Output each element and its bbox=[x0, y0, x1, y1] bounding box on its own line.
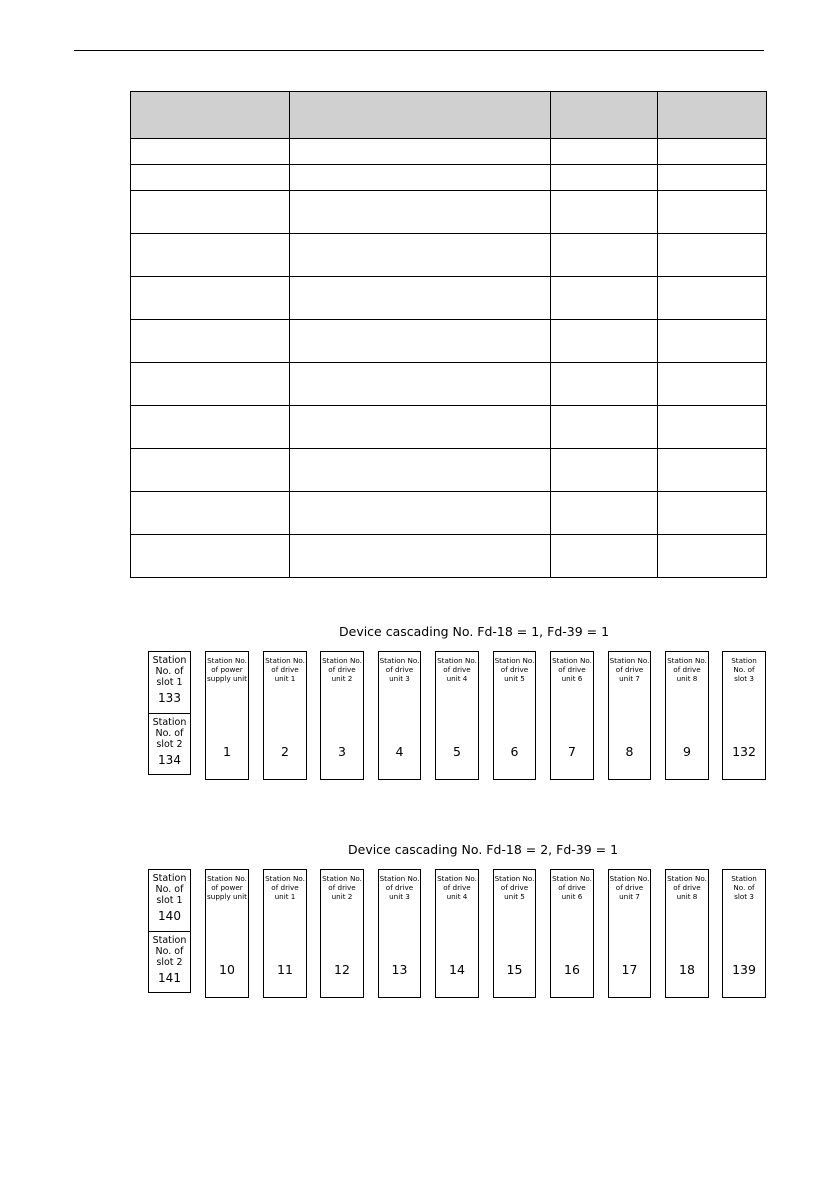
unit-value: 18 bbox=[679, 962, 695, 977]
slot-1-section bbox=[149, 870, 190, 932]
slot-value: 133 bbox=[158, 691, 181, 705]
unit-label: Station No. of drive unit 5 bbox=[494, 874, 535, 901]
table-row bbox=[131, 406, 767, 449]
parameter-table bbox=[130, 91, 767, 578]
slot-label: Station No. of slot 1 bbox=[152, 655, 187, 688]
unit-box bbox=[550, 869, 594, 998]
unit-value: 15 bbox=[506, 962, 523, 977]
unit-label: Station No. of drive unit 1 bbox=[265, 874, 305, 901]
diagram-title: Device cascading No. Fd-18 = 1, Fd-39 = 1 bbox=[339, 624, 610, 639]
unit-label: Station No. of drive unit 7 bbox=[609, 656, 650, 683]
unit-box bbox=[205, 869, 249, 998]
unit-label: Station No. of drive unit 4 bbox=[437, 874, 477, 901]
unit-label: Station No. of slot 3 bbox=[731, 656, 757, 683]
unit-label: Station No. of drive unit 6 bbox=[552, 656, 592, 683]
unit-box bbox=[665, 869, 709, 998]
unit-box bbox=[378, 651, 421, 780]
unit-box bbox=[263, 651, 307, 780]
unit-label: Station No. of drive unit 3 bbox=[379, 656, 420, 683]
unit-value: 6 bbox=[510, 744, 519, 759]
table-row bbox=[131, 535, 767, 578]
slot-station-box bbox=[148, 651, 191, 775]
unit-label: Station No. of drive unit 2 bbox=[322, 656, 362, 683]
slot-2-section bbox=[149, 714, 190, 774]
unit-value: 4 bbox=[395, 744, 404, 759]
unit-box bbox=[320, 651, 364, 780]
slot-value: 140 bbox=[158, 909, 181, 923]
slot-1-section bbox=[149, 652, 190, 714]
slot-label: Station No. of slot 2 bbox=[152, 935, 187, 968]
unit-value: 16 bbox=[564, 962, 580, 977]
table-row bbox=[131, 139, 767, 165]
slot-label: Station No. of slot 2 bbox=[152, 717, 187, 750]
unit-box bbox=[550, 651, 594, 780]
unit-label: Station No. of drive unit 5 bbox=[494, 656, 535, 683]
slot-station-box bbox=[148, 869, 191, 993]
table-header-row bbox=[131, 92, 767, 139]
unit-box bbox=[608, 869, 651, 998]
unit-value: 5 bbox=[453, 744, 461, 759]
unit-label: Station No. of power supply unit bbox=[207, 656, 247, 683]
unit-value: 14 bbox=[449, 962, 465, 977]
unit-value: 139 bbox=[732, 962, 756, 977]
table-row bbox=[131, 234, 767, 277]
unit-label: Station No. of power supply unit bbox=[207, 874, 247, 901]
unit-box bbox=[435, 651, 479, 780]
slot-2-section bbox=[149, 932, 190, 992]
unit-label: Station No. of slot 3 bbox=[731, 874, 757, 901]
unit-box bbox=[205, 651, 249, 780]
unit-label: Station No. of drive unit 8 bbox=[667, 656, 707, 683]
unit-box bbox=[608, 651, 651, 780]
unit-label: Station No. of drive unit 7 bbox=[609, 874, 650, 901]
slot-value: 134 bbox=[158, 753, 181, 767]
table-row bbox=[131, 165, 767, 191]
unit-label: Station No. of drive unit 4 bbox=[437, 656, 477, 683]
unit-value: 13 bbox=[391, 962, 408, 977]
table-row bbox=[131, 277, 767, 320]
unit-value: 10 bbox=[219, 962, 235, 977]
header-rule bbox=[74, 50, 764, 51]
unit-box bbox=[722, 651, 766, 780]
unit-value: 11 bbox=[277, 962, 293, 977]
unit-box bbox=[263, 869, 307, 998]
diagram-title: Device cascading No. Fd-18 = 2, Fd-39 = 1 bbox=[348, 842, 619, 857]
unit-value: 12 bbox=[334, 962, 350, 977]
unit-box bbox=[665, 651, 709, 780]
table-row bbox=[131, 191, 767, 234]
table-row bbox=[131, 492, 767, 535]
unit-box bbox=[493, 651, 536, 780]
unit-box bbox=[722, 869, 766, 998]
table-row bbox=[131, 320, 767, 363]
unit-value: 2 bbox=[281, 744, 289, 759]
unit-label: Station No. of drive unit 2 bbox=[322, 874, 362, 901]
unit-box bbox=[493, 869, 536, 998]
unit-value: 9 bbox=[683, 744, 691, 759]
table-row bbox=[131, 449, 767, 492]
unit-label: Station No. of drive unit 1 bbox=[265, 656, 305, 683]
unit-value: 17 bbox=[621, 962, 638, 977]
unit-label: Station No. of drive unit 6 bbox=[552, 874, 592, 901]
unit-value: 132 bbox=[732, 744, 756, 759]
unit-box bbox=[378, 869, 421, 998]
unit-value: 1 bbox=[223, 744, 231, 759]
slot-label: Station No. of slot 1 bbox=[152, 873, 187, 906]
table-row bbox=[131, 363, 767, 406]
unit-box bbox=[435, 869, 479, 998]
unit-label: Station No. of drive unit 3 bbox=[379, 874, 420, 901]
unit-label: Station No. of drive unit 8 bbox=[667, 874, 707, 901]
slot-value: 141 bbox=[158, 971, 181, 985]
unit-value: 8 bbox=[625, 744, 634, 759]
unit-value: 3 bbox=[338, 744, 346, 759]
unit-value: 7 bbox=[568, 744, 576, 759]
unit-box bbox=[320, 869, 364, 998]
